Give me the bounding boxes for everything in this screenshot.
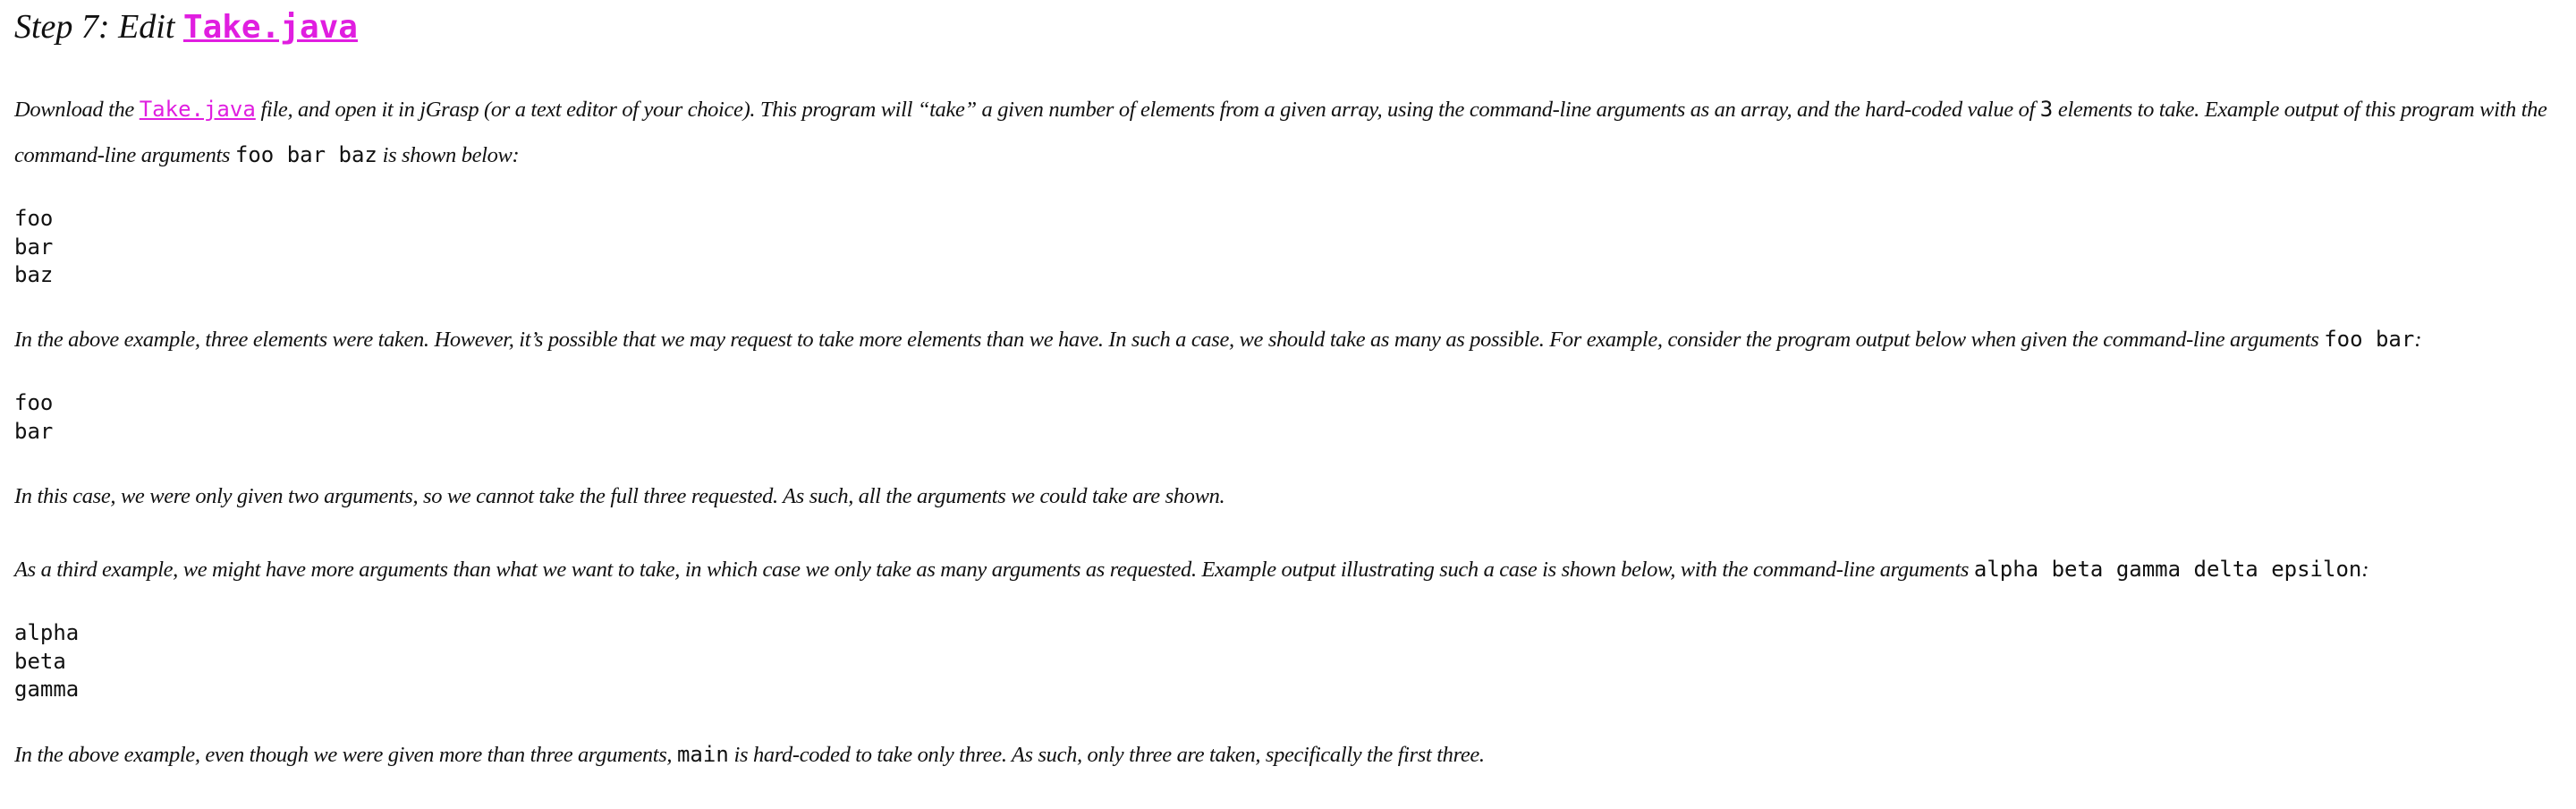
intro-text-3: elements to take. Example output of this program with the command-line arguments xyxy=(14,98,2547,167)
explanation-paragraph xyxy=(14,473,1224,519)
third-example-text-2: : xyxy=(2361,558,2369,582)
example-output-3 xyxy=(14,619,79,704)
explanation-text-2: take are shown. xyxy=(1087,484,1225,508)
take-java-title-link[interactable]: Take.java xyxy=(182,9,358,46)
second-example-paragraph xyxy=(14,317,2421,362)
second-example-text-1: In the above example, three elements were taken. However, it’s possible that we may request to take more elements than we have. In such a case, we should take as many as possible. For example, consider the program output below when given the command-line arguments xyxy=(14,328,2325,352)
explanation-text-1: In this case, we were only given two arguments, so we cannot take the full three requested. As such, all the arguments we xyxy=(14,484,1040,508)
conclusion-text-2: is hard-coded to take only three. As such, only three are taken, specifically the first three. xyxy=(728,743,1485,767)
take-count-code: 3 xyxy=(2039,97,2054,122)
third-example-text-1: As a third example, we might have more arguments than what we want to take, in which case we only take as many arguments as requested. Example output illustrating such a case is shown below, with the command-line arguments xyxy=(14,558,1974,582)
output-line: beta xyxy=(14,648,66,674)
intro-text-1: Download the xyxy=(14,98,140,122)
intro-text-4: is shown below: xyxy=(377,143,520,167)
main-code: main xyxy=(676,742,729,767)
args-code-alpha-epsilon: alpha beta gamma delta epsilon xyxy=(1973,557,2362,582)
page-title xyxy=(14,0,2562,50)
example-output-1 xyxy=(14,205,53,290)
output-line: baz xyxy=(14,262,54,287)
args-code-foo-bar-baz: foo bar baz xyxy=(234,142,377,167)
conclusion-text-1: In the above example, even though we were given more than three arguments, xyxy=(14,743,677,767)
output-line: alpha xyxy=(14,620,80,645)
output-line: bar xyxy=(14,234,54,260)
output-line: foo xyxy=(14,206,54,231)
take-java-download-link[interactable]: Take.java xyxy=(139,97,256,122)
example-output-2 xyxy=(14,389,53,446)
output-line: bar xyxy=(14,418,54,444)
output-line: foo xyxy=(14,390,54,415)
document-page xyxy=(14,0,2562,767)
page-title-text: Step 7: Edit xyxy=(14,8,183,46)
args-code-foo-bar: foo bar xyxy=(2324,327,2415,352)
second-example-text-2: : xyxy=(2414,328,2422,352)
emphasis-could: could xyxy=(1039,484,1088,508)
third-example-paragraph xyxy=(14,547,2368,592)
output-line: gamma xyxy=(14,677,80,702)
intro-paragraph xyxy=(14,87,2562,178)
conclusion-paragraph xyxy=(14,732,1485,778)
intro-text-2: file, and open it in jGrasp (or a text editor of your choice). This program will “take” a given number of elements from a given array, using the command-line arguments as an array, and the hard-coded value of xyxy=(255,98,2040,122)
